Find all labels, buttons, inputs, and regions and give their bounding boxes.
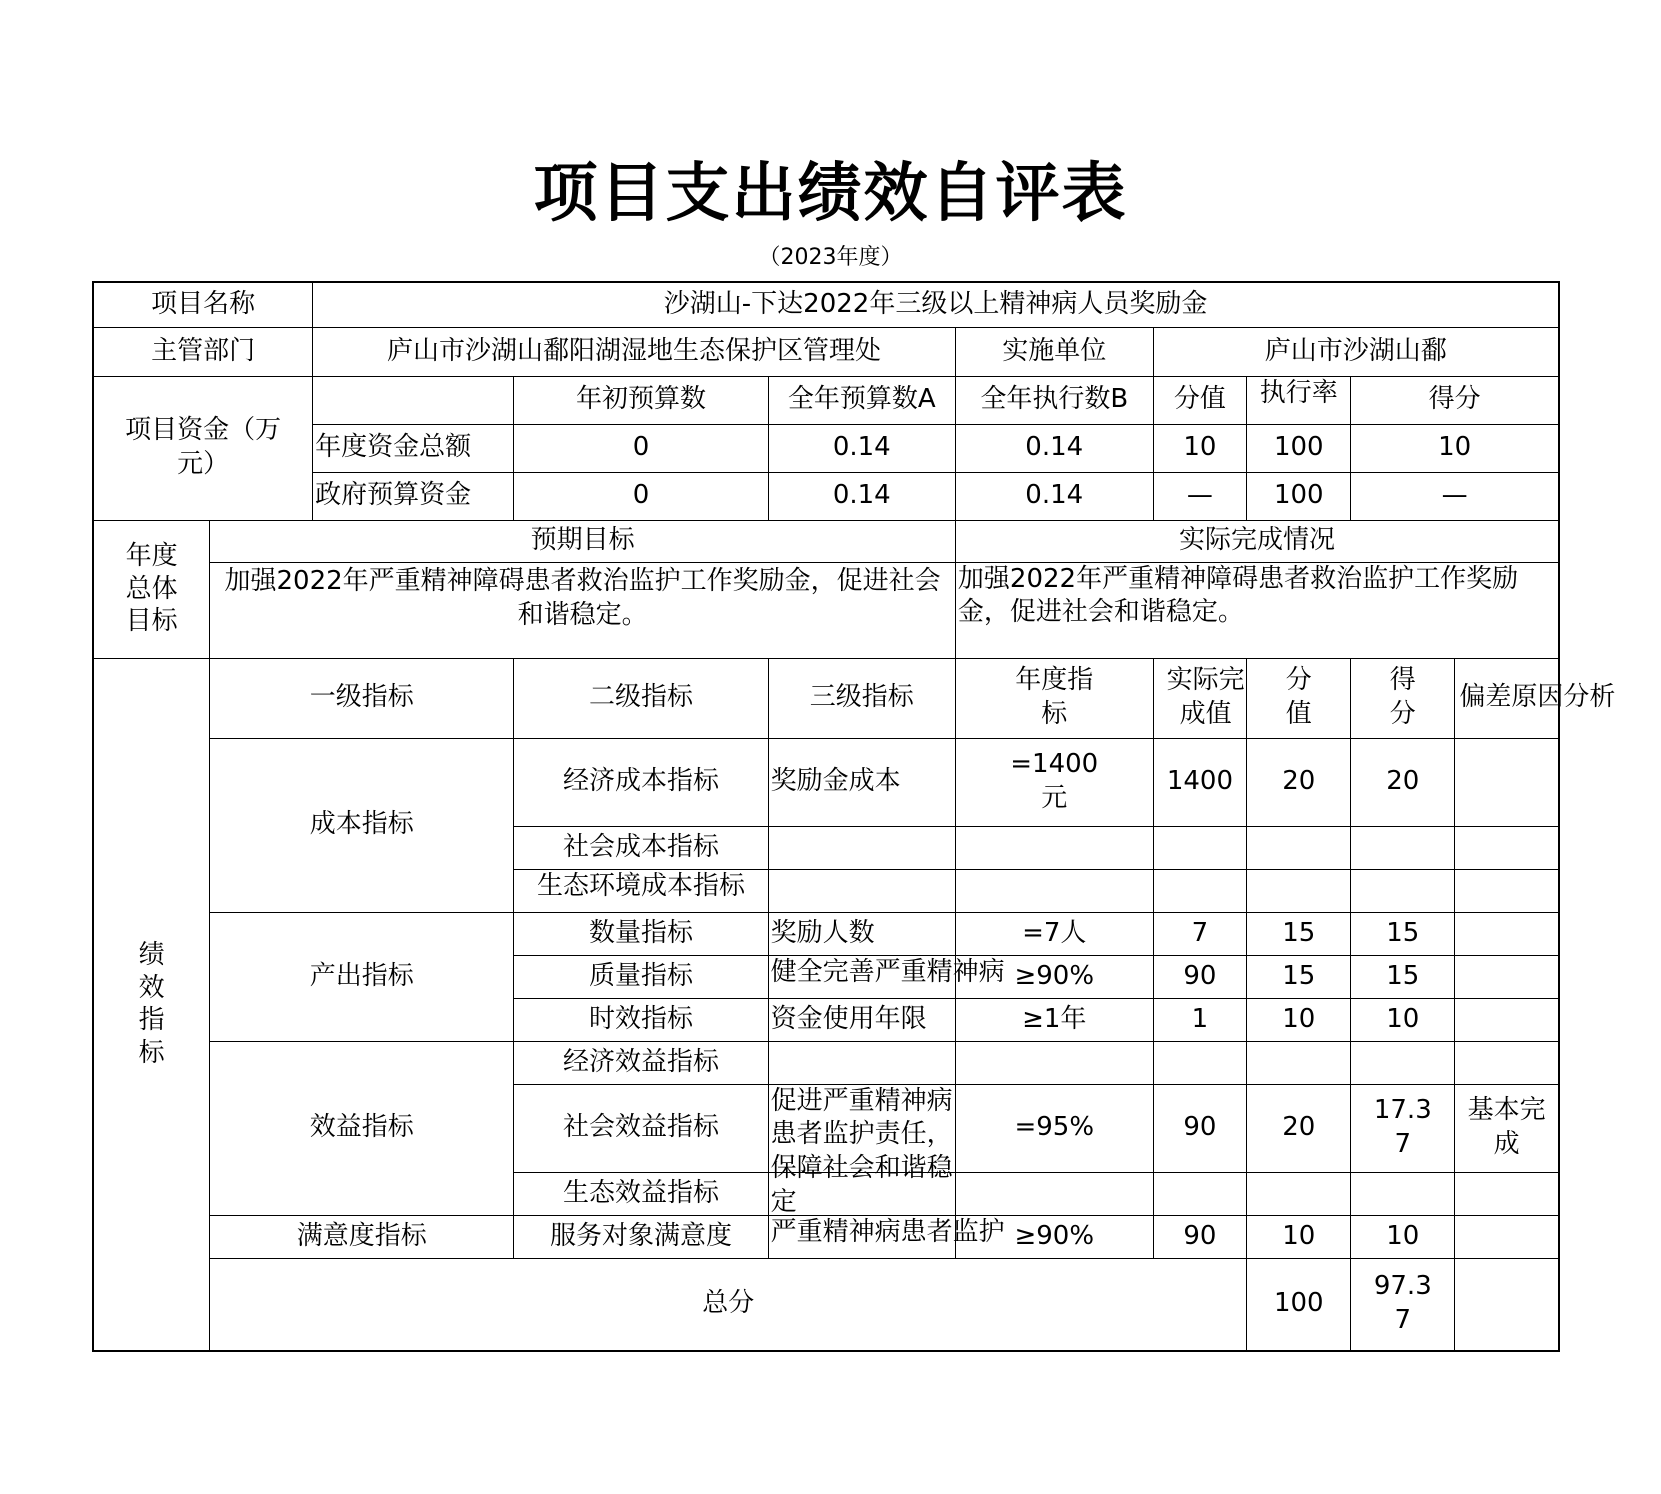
perf-header-reason-text: 偏差原因分析 [1459, 682, 1616, 713]
row-score: 10 [1351, 1215, 1455, 1258]
row-l3-text: 促进严重精神病患者监护责任，保障社会和谐稳定 [770, 1085, 953, 1217]
funds-label-text: 项目资金（万元） [125, 415, 282, 479]
row-actual: 1 [1153, 998, 1247, 1041]
funds-header-score-value: 分值 [1153, 376, 1247, 424]
row-l3 [768, 826, 955, 869]
expected-goal-content: 加强2022年严重精神障碍患者救治监护工作奖励金，促进社会和谐稳定。 [224, 566, 941, 630]
row-l2: 经济效益指标 [514, 1041, 768, 1084]
row-weight: 20 [1247, 1084, 1351, 1172]
row-score: 15 [1351, 955, 1455, 998]
group-satisfaction: 满意度指标 [210, 1215, 514, 1258]
row-weight: 10 [1247, 998, 1351, 1041]
perf-header-l1: 一级指标 [210, 658, 514, 738]
perf-label-text: 绩效指标 [138, 940, 165, 1068]
perf-label [93, 658, 210, 1351]
row-target [955, 1041, 1153, 1084]
expected-goal-text [210, 562, 956, 658]
row-weight: 15 [1247, 912, 1351, 955]
row-l2: 时效指标 [514, 998, 768, 1041]
row-target [955, 869, 1153, 912]
impl-value: 庐山市沙湖山鄱 [1153, 327, 1559, 376]
row-l3: 资金使用年限 [768, 998, 955, 1041]
row-l2: 经济成本指标 [514, 738, 768, 826]
row-reason [1455, 1215, 1559, 1258]
perf-header-l3: 三级指标 [768, 658, 955, 738]
row-score: 10 [1351, 998, 1455, 1041]
row-target: =95% [955, 1084, 1153, 1172]
row-target [955, 826, 1153, 869]
form-title: 项目支出绩效自评表 [533, 156, 1128, 231]
funds-row-label: 年度资金总额 [313, 424, 514, 472]
group-benefit: 效益指标 [210, 1041, 514, 1215]
perf-header-score-text: 得分 [1389, 665, 1416, 729]
actual-completion-content: 加强2022年严重精神障碍患者救治监护工作奖励金，促进社会和谐稳定。 [957, 563, 1519, 628]
row-reason: 基本完成 [1455, 1084, 1559, 1172]
row-score [1351, 826, 1455, 869]
funds-initial: 0 [514, 424, 768, 472]
project-name: 沙湖山-下达2022年三级以上精神病人员奖励金 [313, 282, 1559, 327]
funds-header-exec-rate [1247, 376, 1351, 424]
funds-executed: 0.14 [955, 424, 1153, 472]
row-score [1351, 1172, 1455, 1215]
row-actual: 90 [1153, 1215, 1247, 1258]
row-weight [1247, 826, 1351, 869]
funds-header-blank [313, 376, 514, 424]
row-actual: 90 [1153, 1084, 1247, 1172]
row-score: 20 [1351, 738, 1455, 826]
perf-header-score [1351, 658, 1455, 738]
funds-exec-rate: 100 [1247, 424, 1351, 472]
dept-value: 庐山市沙湖山鄱阳湖湿地生态保护区管理处 [313, 327, 956, 376]
row-weight [1247, 1172, 1351, 1215]
funds-header-score: 得分 [1351, 376, 1559, 424]
funds-score: — [1351, 472, 1559, 520]
funds-exec-rate: 100 [1247, 472, 1351, 520]
perf-header-weight [1247, 658, 1351, 738]
row-target: ≥90% [955, 955, 1153, 998]
funds-row-label: 政府预算资金 [313, 472, 514, 520]
group-cost: 成本指标 [210, 738, 514, 912]
row-weight: 15 [1247, 955, 1351, 998]
row-score: 15 [1351, 912, 1455, 955]
funds-initial: 0 [514, 472, 768, 520]
row-l3 [768, 869, 955, 912]
group-output: 产出指标 [210, 912, 514, 1041]
row-actual [1153, 826, 1247, 869]
row-l2: 社会成本指标 [514, 826, 768, 869]
row-l3 [768, 1084, 955, 1217]
row-l2-text: 生态环境成本指标 [536, 870, 745, 901]
row-reason [1455, 912, 1559, 955]
funds-header-full-budget: 全年预算数A [768, 376, 955, 424]
row-target [955, 738, 1153, 826]
funds-executed: 0.14 [955, 472, 1153, 520]
row-reason [1455, 1041, 1559, 1084]
total-score-text: 97.37 [1373, 1271, 1432, 1336]
total-label: 总分 [210, 1258, 1247, 1351]
row-actual: 90 [1153, 955, 1247, 998]
perf-header-l2: 二级指标 [514, 658, 768, 738]
funds-header-exec-rate-text: 执行率 [1259, 378, 1338, 408]
total-score [1351, 1258, 1455, 1351]
actual-completion-header: 实际完成情况 [955, 520, 1559, 562]
funds-header-initial: 年初预算数 [514, 376, 768, 424]
row-l2: 社会效益指标 [514, 1084, 768, 1172]
row-score [1351, 1084, 1455, 1172]
row-l2: 质量指标 [514, 955, 768, 998]
row-l2: 生态效益指标 [514, 1172, 768, 1215]
row-weight: 10 [1247, 1215, 1351, 1258]
row-target: ≥90% [955, 1215, 1153, 1258]
expected-goal-header: 预期目标 [210, 520, 956, 562]
row-target-text: =1400元 [1010, 749, 1099, 813]
row-score-text: 17.37 [1373, 1095, 1432, 1159]
total-reason [1455, 1258, 1559, 1351]
row-target: ≥1年 [955, 998, 1153, 1041]
funds-score: 10 [1351, 424, 1559, 472]
row-weight [1247, 1041, 1351, 1084]
row-target: =7人 [955, 912, 1153, 955]
funds-full-budget: 0.14 [768, 472, 955, 520]
row-reason [1455, 1172, 1559, 1215]
perf-header-target-text: 年度指标 [1015, 665, 1094, 729]
row-l2: 服务对象满意度 [514, 1215, 768, 1258]
row-score [1351, 869, 1455, 912]
row-weight [1247, 869, 1351, 912]
evaluation-table [92, 281, 1616, 1352]
row-actual [1153, 1172, 1247, 1215]
row-l3-text: 严重精神病患者监护 [770, 1216, 1005, 1247]
funds-full-budget: 0.14 [768, 424, 955, 472]
row-l3-text: 健全完善严重精神病 [770, 956, 1005, 987]
row-l3: 奖励金成本 [768, 738, 955, 826]
row-actual: 7 [1153, 912, 1247, 955]
row-l3 [768, 955, 1005, 998]
row-actual [1153, 1041, 1247, 1084]
row-reason [1455, 955, 1559, 998]
dept-label: 主管部门 [93, 327, 313, 376]
perf-header-target [955, 658, 1153, 738]
row-actual [1153, 869, 1247, 912]
impl-label: 实施单位 [955, 327, 1153, 376]
total-weight: 100 [1247, 1258, 1351, 1351]
funds-label [93, 376, 313, 520]
goal-label-text: 年度总体目标 [125, 541, 178, 637]
actual-completion-text [955, 562, 1559, 658]
goal-label [93, 520, 210, 658]
row-reason [1455, 998, 1559, 1041]
row-l2: 数量指标 [514, 912, 768, 955]
row-target [955, 1172, 1153, 1215]
perf-header-actual-text: 实际完成值 [1166, 665, 1245, 729]
funds-score-value: 10 [1153, 424, 1247, 472]
row-l3 [768, 1041, 955, 1084]
funds-header-executed: 全年执行数B [955, 376, 1153, 424]
row-actual: 1400 [1153, 738, 1247, 826]
row-reason [1455, 869, 1559, 912]
row-reason [1455, 738, 1559, 826]
perf-header-weight-text: 分值 [1285, 665, 1312, 729]
row-reason [1455, 826, 1559, 869]
row-l3: 奖励人数 [768, 912, 955, 955]
project-name-label: 项目名称 [93, 282, 313, 327]
row-l3 [768, 1215, 1005, 1258]
perf-header-reason [1455, 658, 1616, 738]
row-l2 [514, 869, 768, 912]
funds-score-value: — [1153, 472, 1247, 520]
perf-header-actual [1153, 658, 1247, 738]
form-year: （2023年度） [758, 245, 903, 270]
row-weight: 20 [1247, 738, 1351, 826]
row-score [1351, 1041, 1455, 1084]
